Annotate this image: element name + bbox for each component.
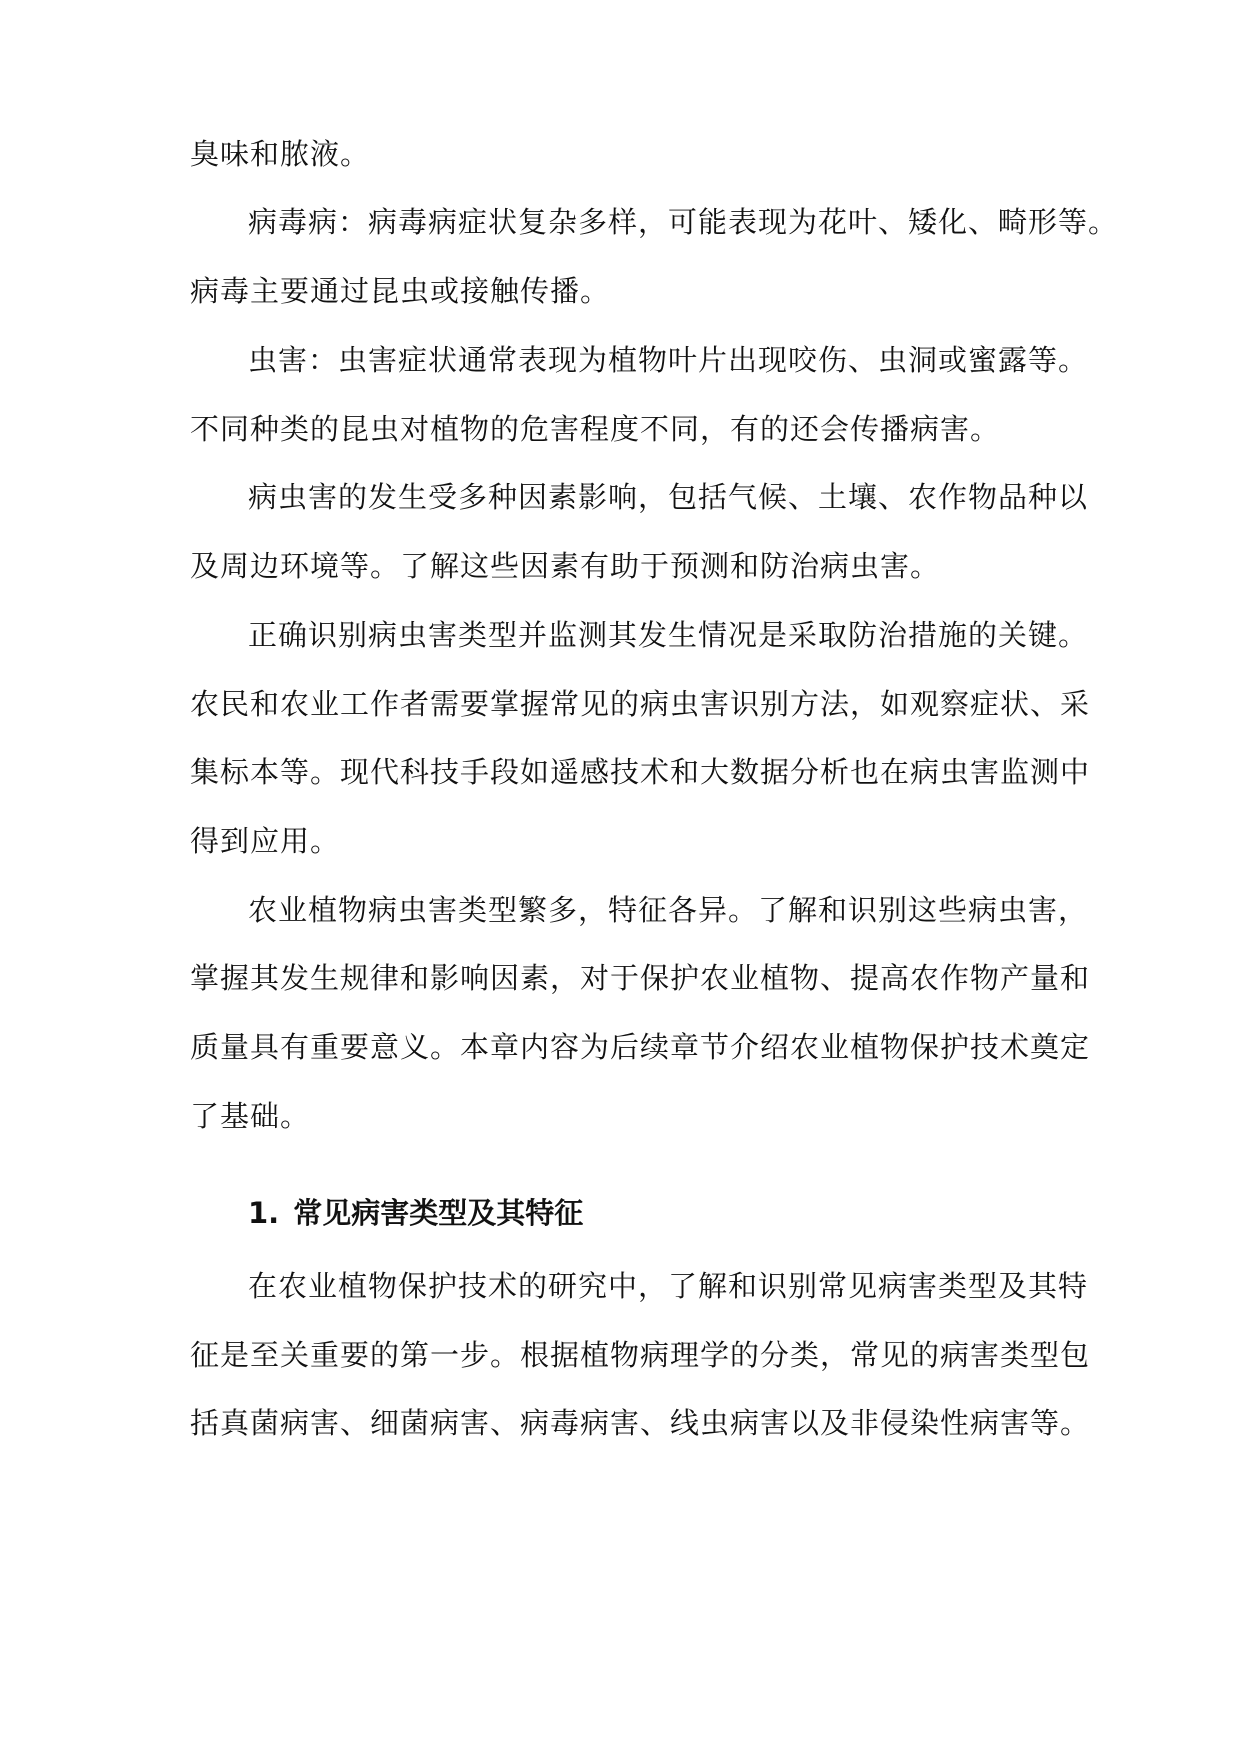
paragraph-line: 虫害：虫害症状通常表现为植物叶片出现咬伤、虫洞或蜜露等。: [248, 343, 1089, 377]
paragraph-line: 农业植物病虫害类型繁多，特征各异。了解和识别这些病虫害，: [248, 893, 1089, 927]
section-number: 1.: [248, 1196, 280, 1230]
paragraph-line: 病虫害的发生受多种因素影响，包括气候、土壤、农作物品种以: [248, 480, 1089, 514]
paragraph-line: 不同种类的昆虫对植物的危害程度不同，有的还会传播病害。: [190, 412, 1001, 446]
paragraph-line: 集标本等。现代科技手段如遥感技术和大数据分析也在病虫害监测中: [190, 755, 1091, 789]
paragraph-line: 及周边环境等。了解这些因素有助于预测和防治病虫害。: [190, 549, 941, 583]
paragraph-line: 括真菌病害、细菌病害、病毒病害、线虫病害以及非侵染性病害等。: [190, 1406, 1091, 1440]
paragraph-line: 掌握其发生规律和影响因素，对于保护农业植物、提高农作物产量和: [190, 961, 1091, 995]
paragraph-line: 病毒主要通过昆虫或接触传播。: [190, 274, 611, 308]
paragraph-line: 征是至关重要的第一步。根据植物病理学的分类，常见的病害类型包: [190, 1338, 1091, 1372]
section-title: 常见病害类型及其特征: [293, 1196, 584, 1230]
paragraph-line: 质量具有重要意义。本章内容为后续章节介绍农业植物保护技术奠定: [190, 1030, 1091, 1064]
paragraph-line: 臭味和脓液。: [190, 137, 371, 171]
section-heading: [248, 1193, 583, 1233]
paragraph-line: 得到应用。: [190, 824, 341, 858]
paragraph-line: 了基础。: [190, 1099, 311, 1133]
paragraph-line: 病毒病：病毒病症状复杂多样，可能表现为花叶、矮化、畸形等。: [248, 205, 1119, 239]
paragraph-line: 在农业植物保护技术的研究中，了解和识别常见病害类型及其特: [248, 1269, 1089, 1303]
paragraph-line: 正确识别病虫害类型并监测其发生情况是采取防治措施的关键。: [248, 618, 1089, 652]
paragraph-line: 农民和农业工作者需要掌握常见的病虫害识别方法，如观察症状、采: [190, 687, 1091, 721]
